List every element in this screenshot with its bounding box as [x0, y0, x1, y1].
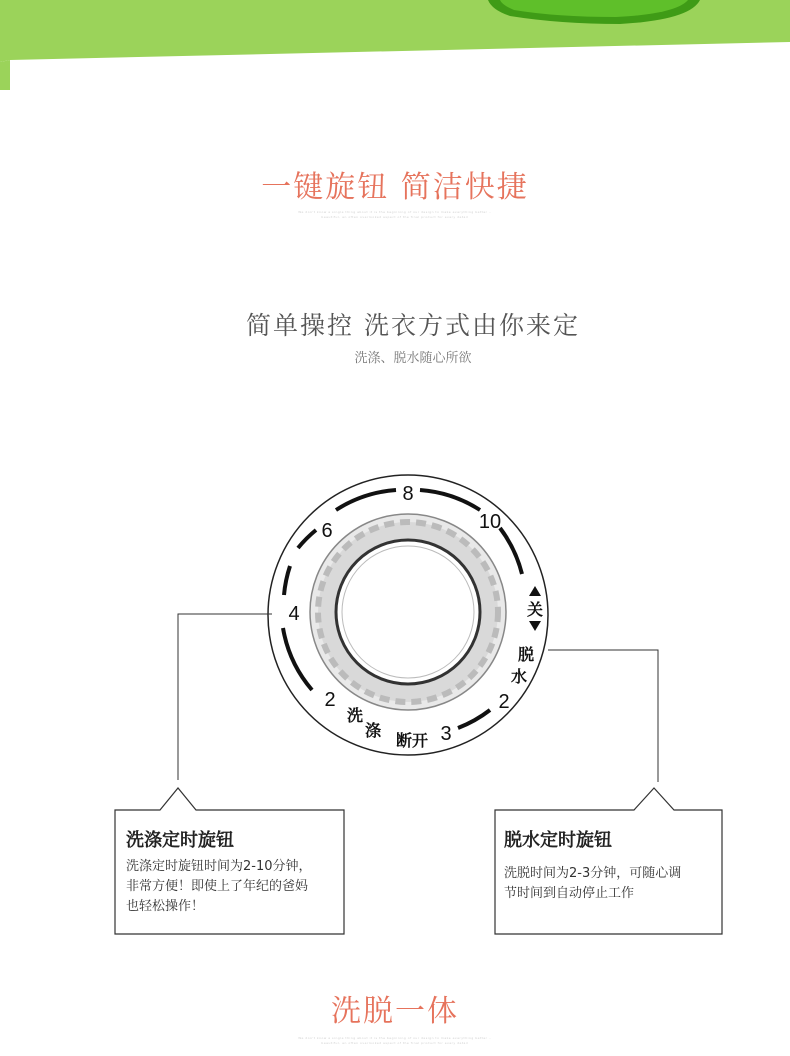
subtitle: 简单操控 洗衣方式由你来定: [246, 311, 580, 340]
dial-label-wash-2: 涤: [364, 721, 382, 740]
section-subtext-line-2: beautiful, an often overlooked aspect of the final product for every detail: [321, 215, 469, 219]
spin-connector-line: [548, 650, 658, 782]
dial-number-10: 10: [478, 511, 502, 533]
wash-callout-text-3: 也轻松操作！: [126, 899, 205, 914]
spin-callout-text-2: 节时间到自动停止工作: [504, 886, 635, 901]
spin-callout-title: 脱水定时旋钮: [504, 830, 612, 851]
dial-label-spin-2: 水: [510, 667, 528, 686]
caption: 洗涤、脱水随心所欲: [354, 351, 472, 366]
top-green-banner: [0, 0, 790, 90]
spin-callout-frame: [494, 786, 724, 936]
wash-callout-title: 洗涤定时旋钮: [126, 830, 234, 851]
dial-label-spin-1: 脱: [517, 645, 535, 664]
dial-label-off: 关: [526, 600, 544, 619]
dial-number-3: 3: [440, 723, 452, 745]
spin-callout-text-1: 洗脱时间为2-3分钟，可随心调: [504, 866, 682, 881]
bottom-subtext-line-1: We don't know a single thing about it is the beginning of our design to make everything better ..: [298, 1036, 492, 1040]
dial-number-4: 4: [288, 603, 300, 625]
dial-number-2-wash: 2: [324, 689, 336, 711]
bottom-title: 洗脱一体: [331, 994, 459, 1029]
section-subtext-line-1: We don't know a single thing about it is the beginning of our design to make everything better ..: [298, 210, 492, 214]
wash-callout-text-2: 非常方便！即使上了年纪的爸妈: [126, 879, 309, 894]
dial-label-wash-1: 洗: [346, 706, 364, 725]
bottom-subtext-line-2: beautiful, an often overlooked aspect of the final product for every detail: [321, 1041, 469, 1045]
wash-connector-line: [178, 614, 272, 780]
dial-number-8: 8: [402, 483, 414, 505]
wash-callout-text-1: 洗涤定时旋钮时间为2-10分钟，: [126, 859, 312, 874]
dial-number-6: 6: [321, 520, 333, 542]
dial-label-power-off: 断开: [395, 731, 429, 750]
section-title: 一键旋钮 简洁快捷: [261, 170, 529, 205]
dial-number-2-spin: 2: [498, 691, 510, 713]
